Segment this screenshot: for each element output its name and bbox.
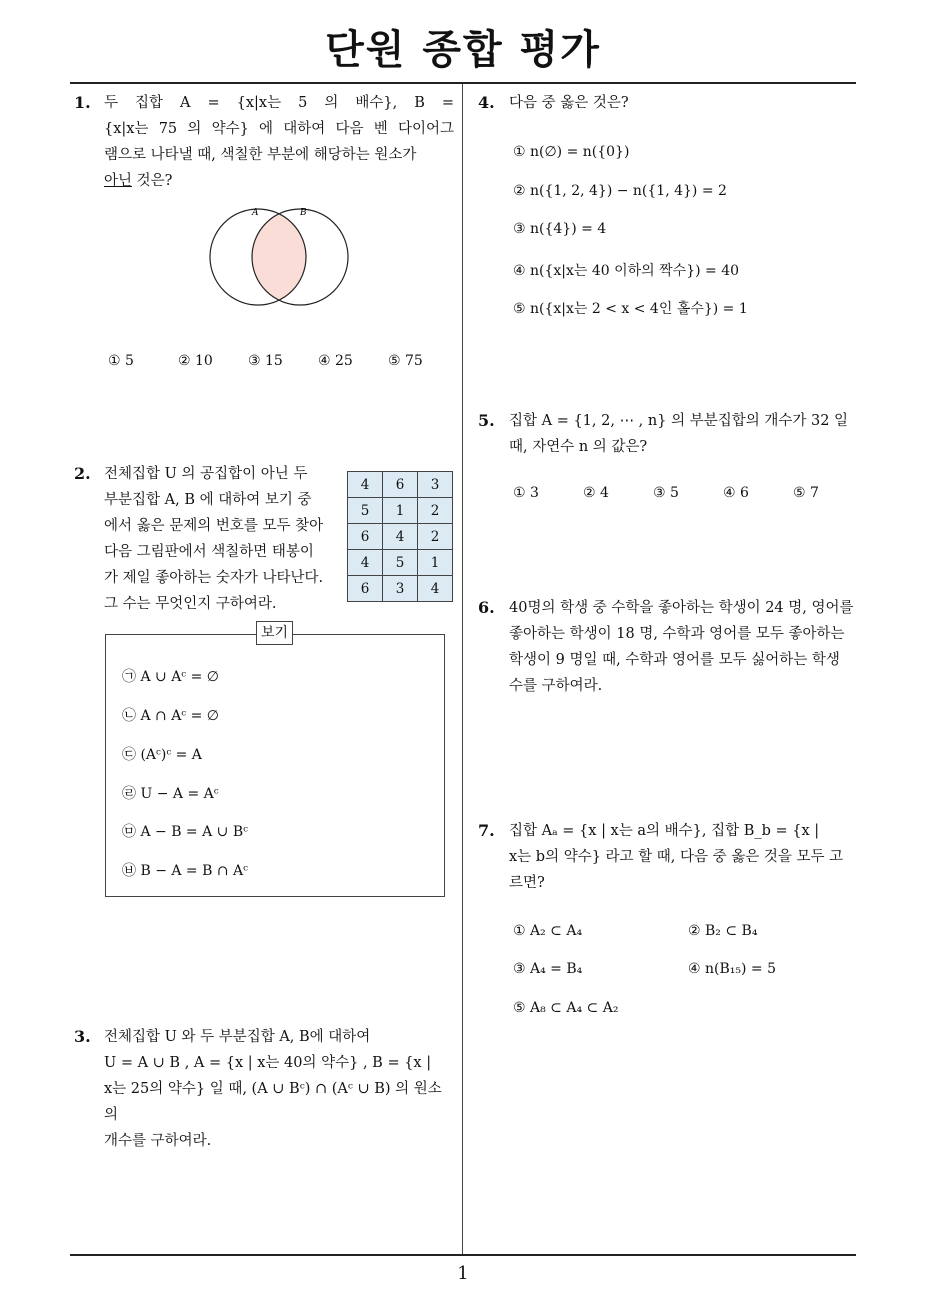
grid-cell: 1 — [418, 550, 453, 576]
bogi-item: ㉡ A ∩ Aᶜ = ∅ — [122, 708, 219, 724]
grid-cell: 2 — [418, 524, 453, 550]
choice-3[interactable]: ③ 5 — [653, 485, 679, 501]
question-5-number: 5. — [478, 411, 495, 430]
choice-2[interactable]: ② 10 — [178, 353, 213, 369]
choice-1[interactable]: ① n(∅) = n({0}) — [513, 144, 630, 160]
question-2-line: 부분집합 A, B 에 대하여 보기 중 — [104, 492, 312, 508]
grid-cell: 6 — [348, 524, 383, 550]
page-title: 단원 종합 평가 — [325, 27, 601, 73]
bottom-rule — [70, 1254, 856, 1256]
question-4-text: 다음 중 옳은 것은? — [509, 95, 629, 111]
choice-1[interactable]: ① 5 — [108, 353, 134, 369]
bogi-label: 보기 — [256, 621, 293, 645]
question-2-line: 전체집합 U 의 공집합이 아닌 두 — [104, 466, 308, 482]
question-3-line: U = A ∪ B , A = {x | x는 40의 약수} , B = {x | — [104, 1055, 432, 1071]
venn-label-b: B — [300, 208, 307, 218]
question-1-line-4-rest: 것은? — [132, 173, 173, 189]
grid-cell: 2 — [418, 498, 453, 524]
choice-3[interactable]: ③ n({4}) = 4 — [513, 221, 607, 237]
grid-cell: 4 — [348, 550, 383, 576]
question-3-number: 3. — [74, 1027, 91, 1046]
question-2-line: 가 제일 좋아하는 숫자가 나타난다. — [104, 570, 324, 586]
grid-cell: 5 — [383, 550, 418, 576]
bogi-item: ㉣ U − A = Aᶜ — [122, 786, 219, 802]
column-divider — [462, 84, 463, 1254]
choice-3[interactable]: ③ 15 — [248, 353, 283, 369]
choice-4[interactable]: ④ n(B₁₅) = 5 — [688, 961, 776, 977]
question-1-line-3: 램으로 나타낼 때, 색칠한 부분에 해당하는 원소가 — [104, 147, 417, 163]
choice-5[interactable]: ⑤ A₈ ⊂ A₄ ⊂ A₂ — [513, 1000, 619, 1016]
grid-cell: 1 — [383, 498, 418, 524]
question-5-line: 때, 자연수 n 의 값은? — [509, 439, 648, 455]
question-6-line: 40명의 학생 중 수학을 좋아하는 학생이 24 명, 영어를 — [509, 600, 854, 616]
question-1-underline: 아닌 — [104, 173, 133, 189]
question-2-line: 에서 옳은 문제의 번호를 모두 찾아 — [104, 518, 324, 534]
question-1-choices — [108, 353, 448, 369]
question-3-line: 전체집합 U 와 두 부분집합 A, B에 대하여 — [104, 1029, 371, 1045]
question-2-line: 다음 그림판에서 색칠하면 태봉이 — [104, 544, 314, 560]
grid-cell: 4 — [348, 472, 383, 498]
question-5-line: 집합 A = {1, 2, ⋯ , n} 의 부분집합의 개수가 32 일 — [509, 413, 849, 429]
question-1-line-1: 두 집합 A = {x|x는 5 의 배수}, B = — [104, 95, 454, 111]
choice-2[interactable]: ② n({1, 2, 4}) − n({1, 4}) = 2 — [513, 183, 727, 199]
question-1-line-2: {x|x는 75 의 약수} 에 대하여 다음 벤 다이어그 — [104, 121, 454, 137]
page-number: 1 — [457, 1263, 469, 1284]
question-6-line: 좋아하는 학생이 18 명, 수학과 영어를 모두 좋아하는 — [509, 626, 845, 642]
grid-cell: 6 — [383, 472, 418, 498]
question-5-choices — [513, 485, 843, 501]
choice-5[interactable]: ⑤ 7 — [793, 485, 819, 501]
bogi-item: ㉤ A − B = A ∪ Bᶜ — [122, 824, 248, 840]
question-2-line: 그 수는 무엇인지 구하여라. — [104, 596, 277, 612]
grid-cell: 6 — [348, 576, 383, 602]
question-7-line: x는 b의 약수} 라고 할 때, 다음 중 옳은 것을 모두 고 — [509, 849, 844, 865]
question-7-number: 7. — [478, 821, 495, 840]
number-grid — [347, 471, 453, 602]
grid-cell: 5 — [348, 498, 383, 524]
bogi-item: ㉥ B − A = B ∩ Aᶜ — [122, 863, 248, 879]
question-7-line: 르면? — [509, 875, 545, 891]
choice-2[interactable]: ② B₂ ⊂ B₄ — [688, 923, 758, 939]
venn-diagram — [200, 200, 360, 310]
question-3-line: x는 25의 약수} 일 때, (A ∪ Bᶜ) ∩ (Aᶜ ∪ B) 의 원소의 — [104, 1081, 442, 1123]
question-7-line: 집합 Aₐ = {x | x는 a의 배수}, 집합 B_b = {x | — [509, 823, 820, 839]
venn-label-a: A — [252, 208, 259, 218]
choice-5[interactable]: ⑤ n({x|x는 2 < x < 4인 홀수}) = 1 — [513, 301, 748, 317]
grid-cell: 4 — [418, 576, 453, 602]
choice-4[interactable]: ④ 6 — [723, 485, 749, 501]
choice-1[interactable]: ① A₂ ⊂ A₄ — [513, 923, 583, 939]
choice-1[interactable]: ① 3 — [513, 485, 539, 501]
question-6-line: 수를 구하여라. — [509, 678, 603, 694]
choice-4[interactable]: ④ 25 — [318, 353, 353, 369]
grid-cell: 4 — [383, 524, 418, 550]
choice-3[interactable]: ③ A₄ = B₄ — [513, 961, 583, 977]
grid-cell: 3 — [383, 576, 418, 602]
question-4-number: 4. — [478, 93, 495, 112]
question-6-number: 6. — [478, 598, 495, 617]
question-1-line-4 — [104, 168, 454, 194]
bogi-item: ㉢ (Aᶜ)ᶜ = A — [122, 747, 202, 763]
question-2-number: 2. — [74, 464, 91, 483]
question-3-line: 개수를 구하여라. — [104, 1133, 212, 1149]
choice-2[interactable]: ② 4 — [583, 485, 609, 501]
bogi-item: ㉠ A ∪ Aᶜ = ∅ — [122, 669, 219, 685]
choice-5[interactable]: ⑤ 75 — [388, 353, 423, 369]
choice-4[interactable]: ④ n({x|x는 40 이하의 짝수}) = 40 — [513, 263, 740, 279]
question-6-line: 학생이 9 명일 때, 수학과 영어를 모두 싫어하는 학생 — [509, 652, 840, 668]
question-1-number: 1. — [74, 93, 91, 112]
grid-cell: 3 — [418, 472, 453, 498]
